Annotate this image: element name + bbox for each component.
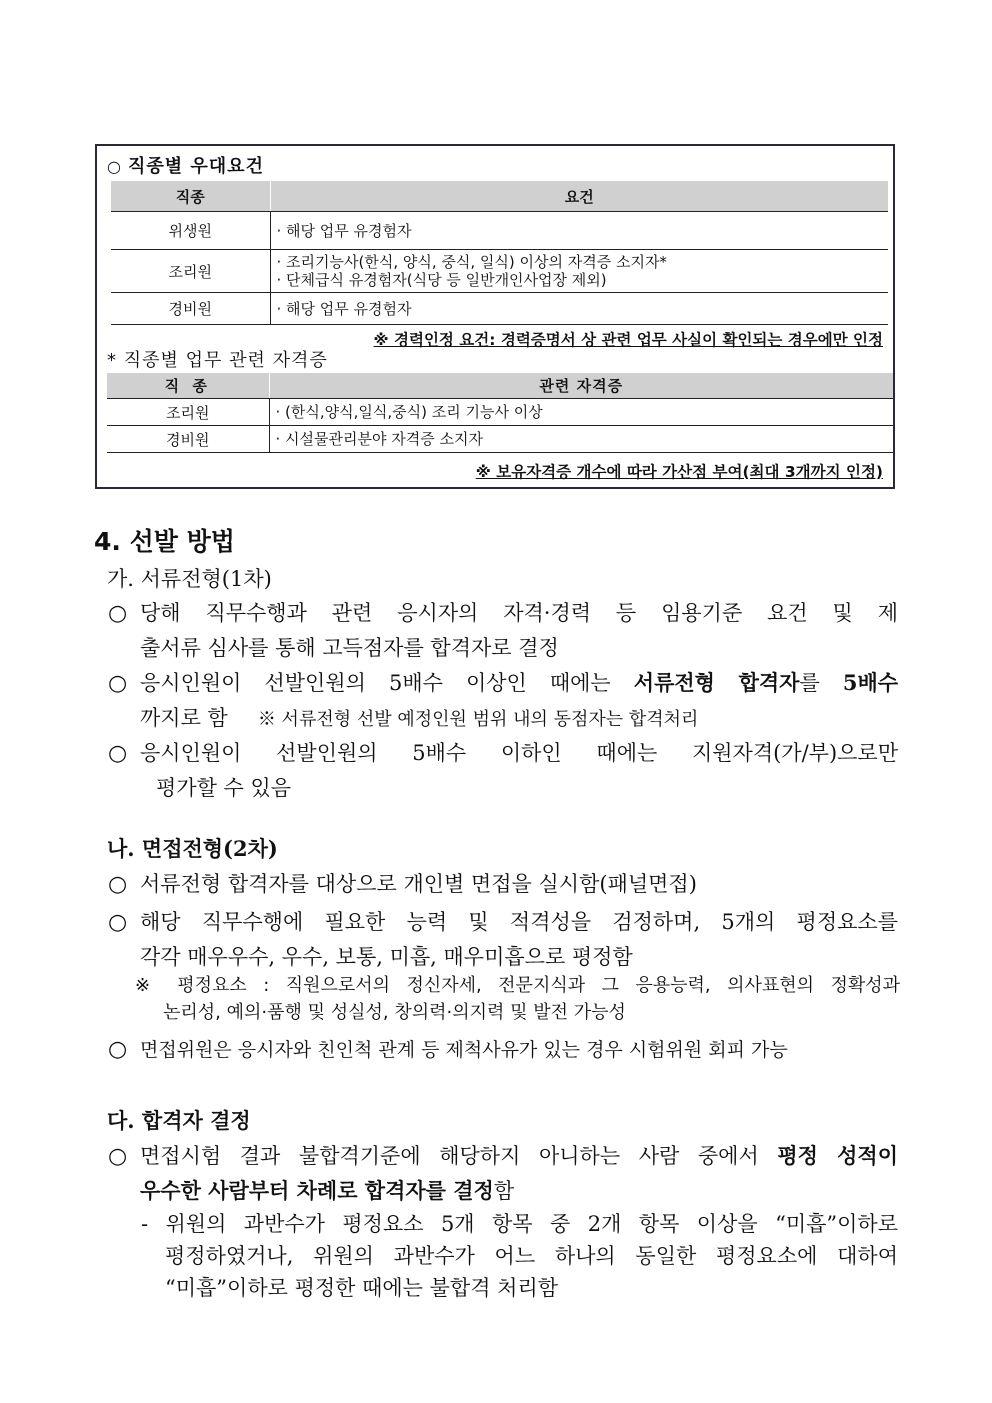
header-certificate: 관련 자격증 <box>269 373 893 399</box>
requirement-cell: · 해당 업무 유경험자 <box>270 293 888 325</box>
header-job: 직 종 <box>107 373 269 399</box>
list-item: ○ 서류전형 합격자를 대상으로 개인별 면접을 실시함(패널면접) <box>108 867 898 902</box>
requirement-cell: · 조리기능사(한식, 양식, 중식, 일식) 이상의 자격증 소지자* · 단체급식 유경험자(식당 등 일반개인사업장 제외) <box>270 250 888 293</box>
table-header-row <box>111 181 888 212</box>
list-item: ○ 면접위원은 응시자와 친인척 관계 등 제척사유가 있는 경우 시험위원 회피 가능 <box>108 1033 898 1067</box>
subsection-title-na: 나. 면접전형(2차) <box>107 836 278 861</box>
certificate-subtitle: * 직종별 업무 관련 자격증 <box>107 350 328 371</box>
job-cell: 조리원 <box>111 250 270 293</box>
table-row <box>107 399 893 426</box>
subsection-title-ga: 가. 서류전형(1차) <box>107 567 272 591</box>
requirement-cell: · 해당 업무 유경험자 <box>270 212 888 250</box>
table-row <box>107 426 893 453</box>
table-row <box>111 250 888 293</box>
circle-bullet-icon: ○ <box>108 601 128 626</box>
disqualification-rule: - 위원의 과반수가 평정요소 5개 항목 중 2개 항목 이상을 “미흡”이하로 평정하였거나, 위원의 과반수가 어느 하나의 동일한 평정요소에 대하여 “미흡”이하로 평정한 때에는 불합격 처리함 <box>141 1212 898 1300</box>
section-title: 4. 선발 방법 <box>94 527 235 556</box>
circle-bullet-icon: ○ <box>108 671 128 696</box>
list-item: ○ 당해 직무수행과 관련 응시자의 자격·경력 등 임용기준 요건 및 제 출서류 심사를 통해 고득점자를 합격자로 결정 <box>108 596 898 665</box>
tie-handling-note: ※ 서류전형 선발 예정인원 범위 내의 동점자는 합격처리 <box>257 709 699 730</box>
list-item: ○ 응시인원이 선발인원의 5배수 이하인 때에는 지원자격(가/부)으로만 평가할 수 있음 <box>108 736 898 805</box>
job-cell: 경비원 <box>107 426 269 453</box>
box-title: ○ 직종별 우대요건 <box>107 156 264 177</box>
job-cell: 경비원 <box>111 293 270 325</box>
job-cell: 조리원 <box>107 399 269 426</box>
preference-requirements-box <box>95 144 895 489</box>
list-item: ○ 해당 직무수행에 필요한 능력 및 적격성을 검정하며, 5개의 평정요소를 각각 매우우수, 우수, 보통, 미흡, 매우미흡으로 평정함 <box>108 905 898 974</box>
certificate-table <box>107 373 893 453</box>
table-row <box>111 212 888 250</box>
list-item: ○ 면접시험 결과 불합격기준에 해당하지 아니하는 사람 중에서 평정 성적이 우수한 사람부터 차례로 합격자를 결정함 <box>108 1139 898 1208</box>
certificate-cell: · 시설물관리분야 자격증 소지자 <box>269 426 893 453</box>
circle-bullet-icon: ○ <box>108 910 128 935</box>
certificate-cell: · (한식,양식,일식,중식) 조리 기능사 이상 <box>269 399 893 426</box>
circle-bullet-icon: ○ <box>108 1144 128 1169</box>
career-recognition-note: ※ 경력인정 요건: 경력증명서 상 관련 업무 사실이 확인되는 경우에만 인정 <box>373 331 883 349</box>
circle-bullet-icon: ○ <box>108 1037 128 1062</box>
table-row <box>111 293 888 325</box>
list-item: ○ 응시인원이 선발인원의 5배수 이상인 때에는 서류전형 합격자를 5배수 까지로 함 ※ 서류전형 선발 예정인원 범위 내의 동점자는 합격처리 <box>108 666 898 737</box>
circle-bullet-icon: ○ <box>108 741 128 766</box>
circle-bullet-icon: ○ <box>108 872 128 897</box>
table-header-row <box>107 373 893 399</box>
preference-requirements-table <box>111 181 888 325</box>
evaluation-factors-note: ※ 평정요소 : 직원으로서의 정신자세, 전문지식과 그 응용능력, 의사표현의 정확성과 논리성, 예의·품행 및 성실성, 창의력·의지력 및 발전 가능성 <box>135 975 900 1023</box>
circle-bullet-icon: ○ <box>107 157 122 176</box>
header-job: 직종 <box>111 181 270 212</box>
bonus-points-note: ※ 보유자격증 개수에 따라 가산점 부여(최대 3개까지 인정) <box>475 463 883 481</box>
job-cell: 위생원 <box>111 212 270 250</box>
header-requirement: 요건 <box>270 181 888 212</box>
subsection-title-da: 다. 합격자 결정 <box>107 1108 251 1133</box>
